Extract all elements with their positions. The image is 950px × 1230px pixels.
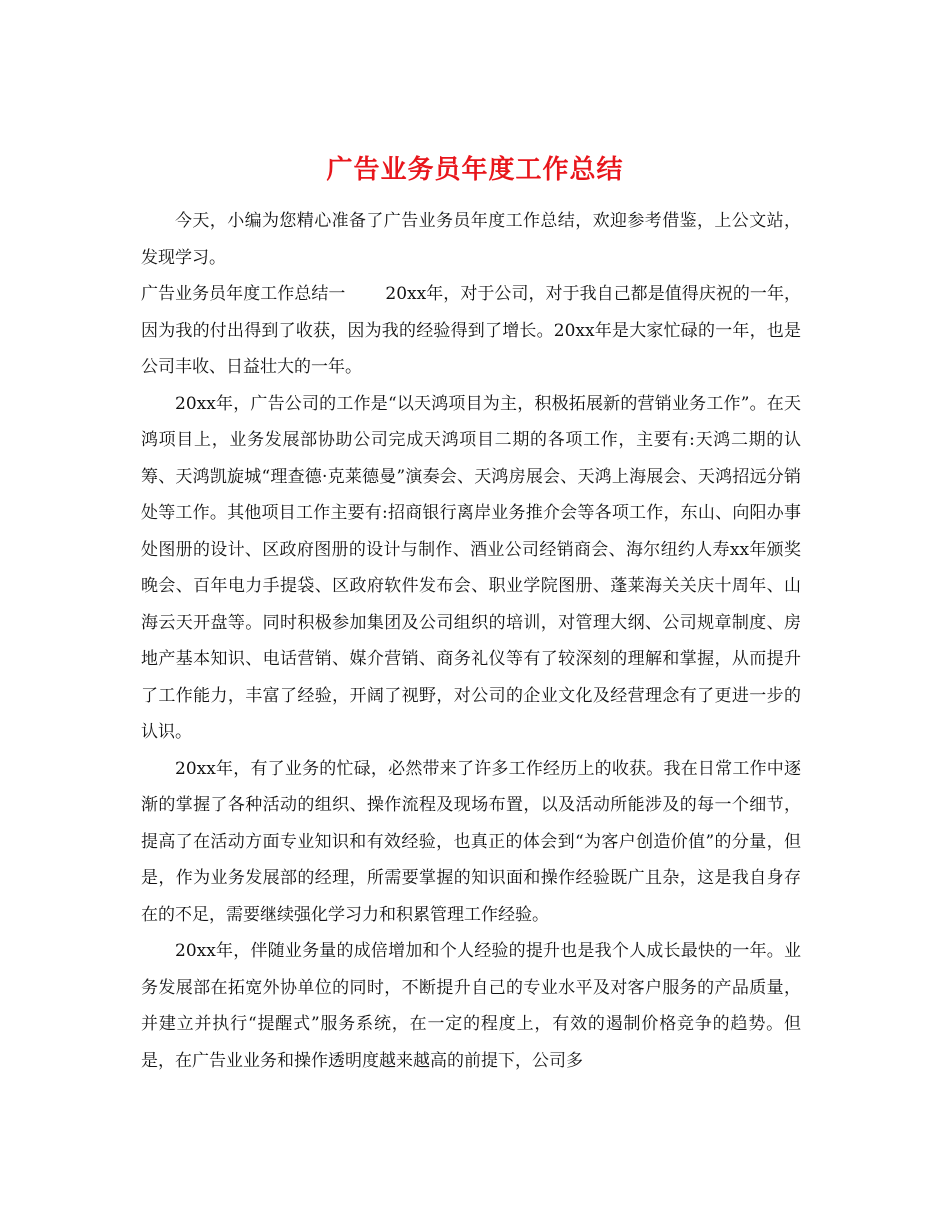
body-paragraph-3: 20xx年，有了业务的忙碌，必然带来了许多工作经历上的收获。我在日常工作中逐渐的掌握了各种活动的组织、操作流程及现场布置，以及活动所能涉及的每一个细节，提高了在活动方面专业知识和有效经验，也真正的体会到“为客户创造价值”的分量，但是，作为业务发展部的经理，所需要掌握的知识面和操作经验既广且杂，这是我自身存在的不足，需要继续强化学习力和积累管理工作经验。 <box>141 758 801 925</box>
body-paragraph-4: 20xx年，伴随业务量的成倍增加和个人经验的提升也是我个人成长最快的一年。业务发展部在拓宽外协单位的同时，不断提升自己的专业水平及对客户服务的产品质量，并建立并执行“提醒式”服务系统，在一定的程度上，有效的遏制价格竞争的趋势。但是，在广告业业务和操作透明度越来越高的前提下，公司多 <box>141 941 801 1071</box>
intro-paragraph: 今天，小编为您精心准备了广告业务员年度工作总结，欢迎参考借鉴，上公文站，发现学习。 <box>141 211 801 268</box>
section-one-paragraph <box>141 276 801 386</box>
document-title: 广告业务员年度工作总结 <box>326 155 624 186</box>
section-heading: 广告业务员年度工作总结一 <box>141 284 346 304</box>
body-paragraph-2: 20xx年，广告公司的工作是“以天鸿项目为主，积极拓展新的营销业务工作”。在天鸿项目上，业务发展部协助公司完成天鸿项目二期的各项工作，主要有:天鸿二期的认筹、天鸿凯旋城“理查德·克莱德曼”演奏会、天鸿房展会、天鸿上海展会、天鸿招远分销处等工作。其他项目工作主要有:招商银行离岸业务推介会等各项工作，东山、向阳办事处图册的设计、区政府图册的设计与制作、酒业公司经销商会、海尔纽约人寿xx年颁奖晚会、百年电力手提袋、区政府软件发布会、职业学院图册、蓬莱海关关庆十周年、山海云天开盘等。同时积极参加集团及公司组织的培训，对管理大纲、公司规章制度、房地产基本知识、电话营销、媒介营销、商务礼仪等有了较深刻的理解和掌握，从而提升了工作能力，丰富了经验，开阔了视野，对公司的企业文化及经营理念有了更进一步的认识。 <box>141 393 801 742</box>
body-paragraph-1: 20xx年，对于公司，对于我自己都是值得庆祝的一年，因为我的付出得到了收获，因为我的经验得到了增长。20xx年是大家忙碌的一年，也是公司丰收、日益壮大的一年。 <box>141 284 801 377</box>
document-body <box>141 203 801 1079</box>
